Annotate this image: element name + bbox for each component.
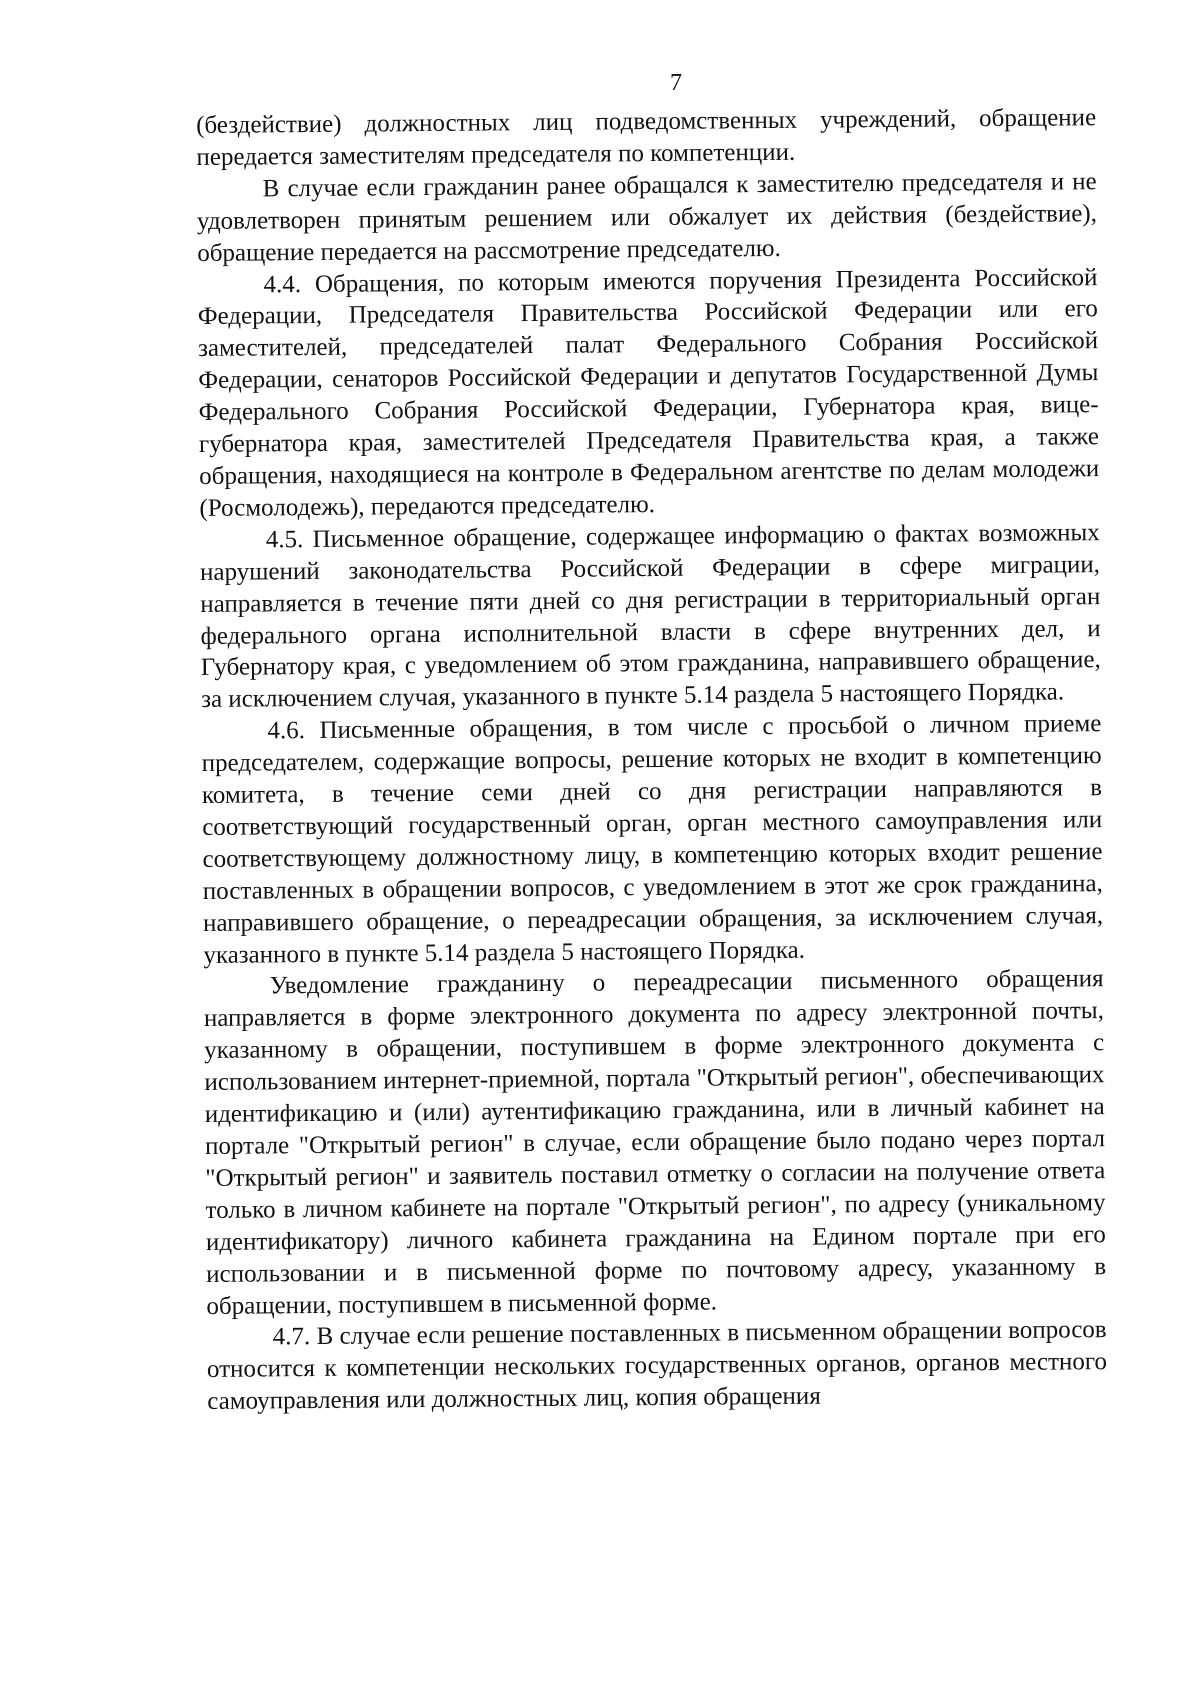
paragraph-continuation: (бездействие) должностных лиц подведомственных учреждений, обращение передается заместителям председателя по компетенции. — [196, 104, 1097, 171]
paragraph-4-5: 4.5. Письменное обращение, содержащее информацию о фактах возможных нарушений законодательства Российской Федерации в сфере миграции, направляется в течение пяти дней со дня регистрации в территориальный орган федерального органа исполнительной власти в сфере внутренних дел, и Губернатору края, с уведомлением об этом гражданина, направившего обращение, за исключением случая, указанного в пункте 5.14 раздела 5 настоящего Порядка. — [199, 518, 1101, 714]
paragraph-4-6: 4.6. Письменные обращения, в том числе с просьбой о личном приеме председателем, содержащие вопросы, решение которых не входит в компетенцию комитета, в течение семи дней со дня регистрации направляются в соответствующий государственный орган, орган местного самоуправления или соответствующему должностному лицу, в компетенцию которых входит решение поставленных в обращении вопросов, с уведомлением в этот же срок гражданина, направившего обращение, о переадресации обращения, за исключением случая, указанного в пункте 5.14 раздела 5 настоящего Порядка. — [201, 710, 1104, 969]
paragraph-4-4: 4.4. Обращения, по которым имеются поручения Президента Российской Федерации, Председателя Правительства Российской Федерации или его заместителей, председателей палат Федерального Собрания Российской Федерации, сенаторов Российской Федерации и депутатов Государственной Думы Федерального Собрания Российской Федерации, Губернатора края, вице-губернатора края, заместителей Председателя Правительства края, а также обращения, находящиеся на контроле в Федеральном агентстве по делам молодежи (Росмолодежь), передаются председателю. — [197, 263, 1100, 522]
page-number: 7 — [670, 70, 682, 96]
paragraph-notification: Уведомление гражданину о переадресации письменного обращения направляется в форме электронного документа по адресу электронной почты, указанному в обращении, поступившем в форме электронного документа с использованием интернет-приемной, портала "Открытый регион", обеспечивающих идентификацию и (или) аутентификацию гражданина, или в личный кабинет на портале "Открытый регион" в случае, если обращение было подано через портал "Открытый регион" и заявитель поставил отметку о согласии на получение ответа только в личном кабинете на портале "Открытый регион", по адресу (уникальному идентификатору) личного кабинета гражданина на Едином портале при его использовании и в письменной форме по почтовому адресу, указанному в обращении, поступившем в письменной форме. — [203, 965, 1107, 1320]
paragraph-4-7: 4.7. В случае если решение поставленных в письменном обращении вопросов относится к компетенции нескольких государственных органов, органов местного самоуправления или должностных лиц, копия обращения — [206, 1316, 1108, 1416]
document-body — [196, 102, 1107, 1418]
paragraph-deputy-appeal: В случае если гражданин ранее обращался к заместителю председателя и не удовлетворен принятым решением или обжалует их действия (бездействие), обращение передается на рассмотрение председателю. — [196, 167, 1098, 267]
